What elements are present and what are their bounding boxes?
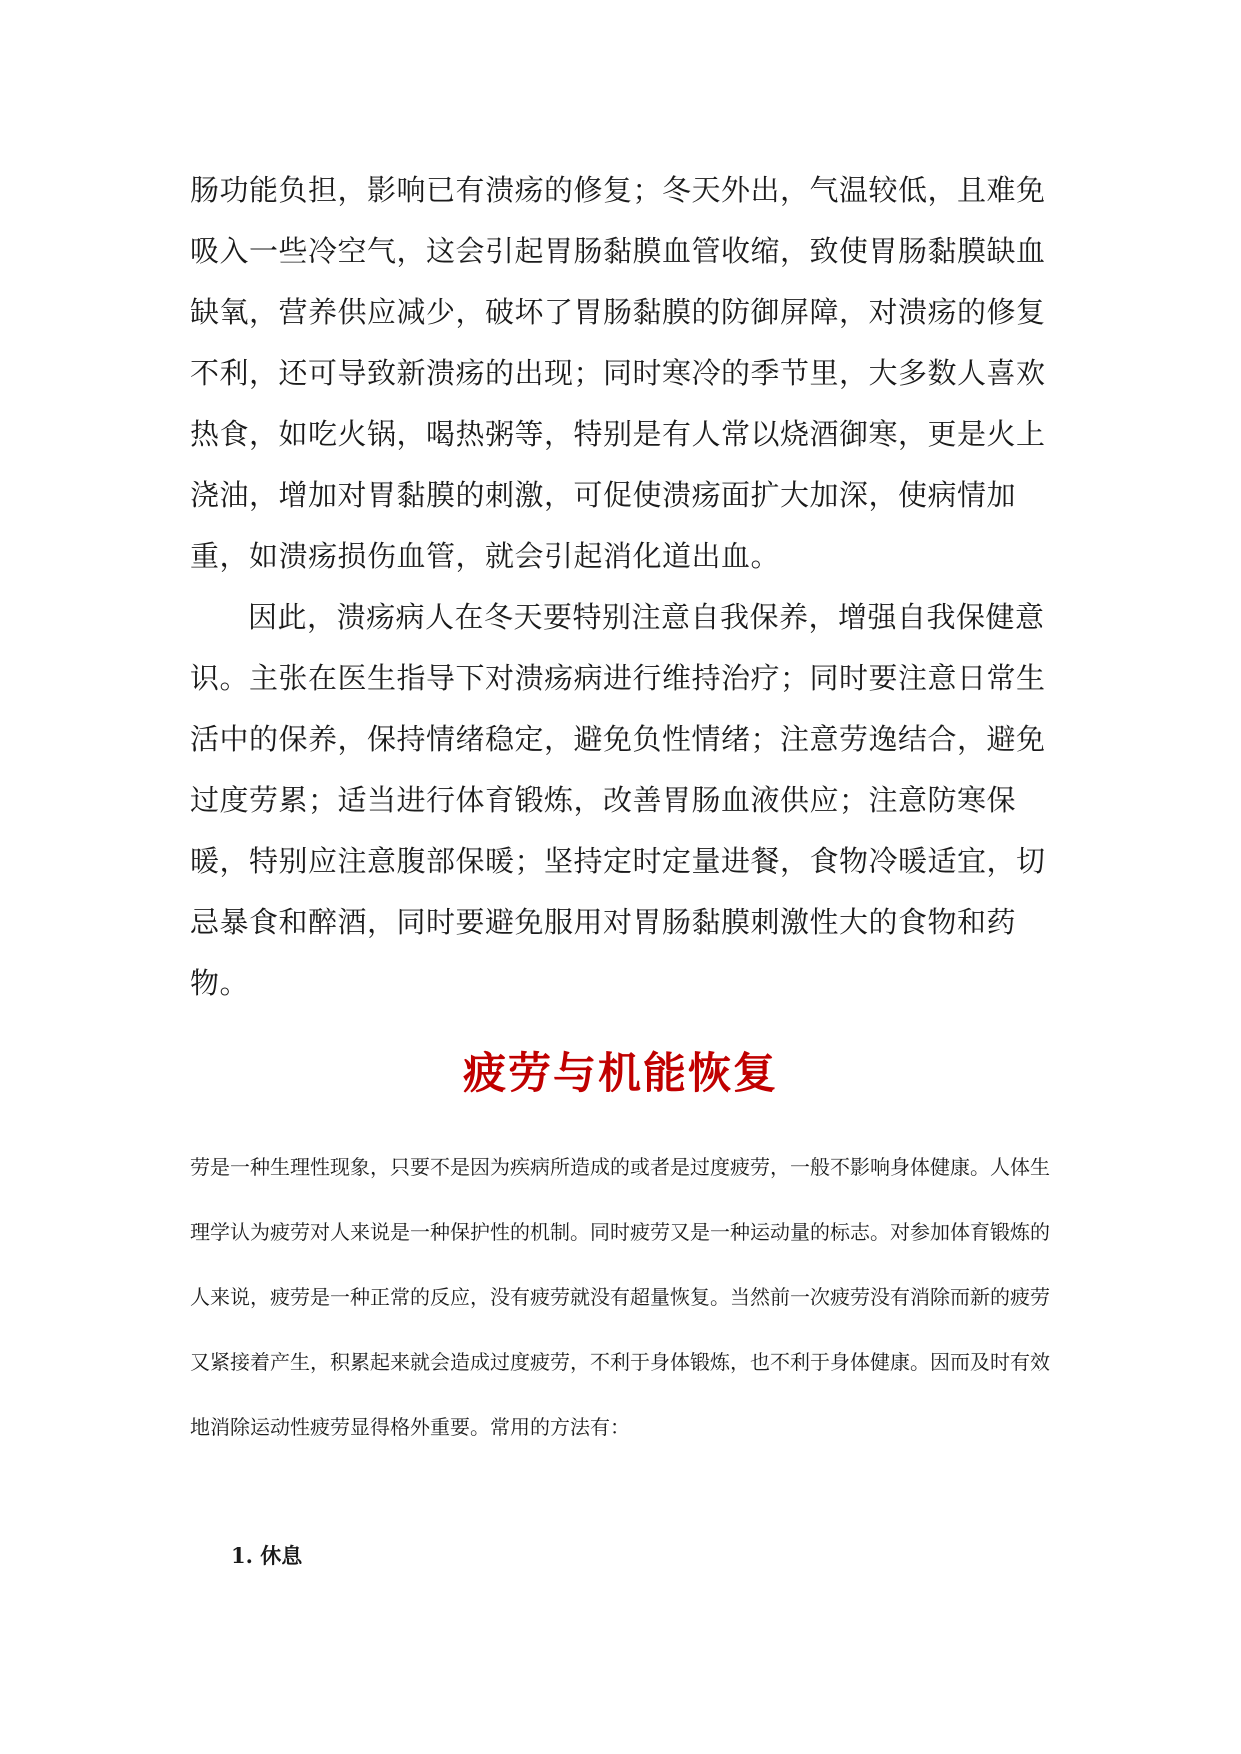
section-title: 疲劳与机能恢复	[463, 1049, 778, 1099]
body-paragraph-1: 肠功能负担，影响已有溃疡的修复；冬天外出，气温较低，且难免吸入一些冷空气，这会引起胃肠黏膜血管收缩，致使胃肠黏膜缺血缺氧，营养供应减少，破坏了胃肠黏膜的防御屏障，对溃疡的修复不利，还可导致新溃疡的出现；同时寒冷的季节里，大多数人喜欢热食，如吃火锅，喝热粥等，特别是有人常以烧酒御寒，更是火上浇油，增加对胃黏膜的刺激，可促使溃疡面扩大加深，使病情加重，如溃疡损伤血管，就会引起消化道出血。	[190, 173, 1046, 573]
subheading-rest: 1. 休息	[231, 1543, 303, 1568]
section-paragraph: 劳是一种生理性现象，只要不是因为疾病所造成的或者是过度疲劳，一般不影响身体健康。人体生理学认为疲劳对人来说是一种保护性的机制。同时疲劳又是一种运动量的标志。对参加体育锻炼的人来说，疲劳是一种正常的反应，没有疲劳就没有超量恢复。当然前一次疲劳没有消除而新的疲劳又紧接着产生，积累起来就会造成过度疲劳，不利于身体锻炼，也不利于身体健康。因而及时有效地消除运动性疲劳显得格外重要。常用的方法有：	[190, 1155, 1050, 1439]
body-paragraph-2: 因此，溃疡病人在冬天要特别注意自我保养，增强自我保健意识。主张在医生指导下对溃疡病进行维持治疗；同时要注意日常生活中的保养，保持情绪稳定，避免负性情绪；注意劳逸结合，避免过度劳累；适当进行体育锻炼，改善胃肠血液供应；注意防寒保暖，特别应注意腹部保暖；坚持定时定量进餐，食物冷暖适宜，切忌暴食和醉酒，同时要避免服用对胃肠黏膜刺激性大的食物和药物。	[190, 600, 1046, 1000]
